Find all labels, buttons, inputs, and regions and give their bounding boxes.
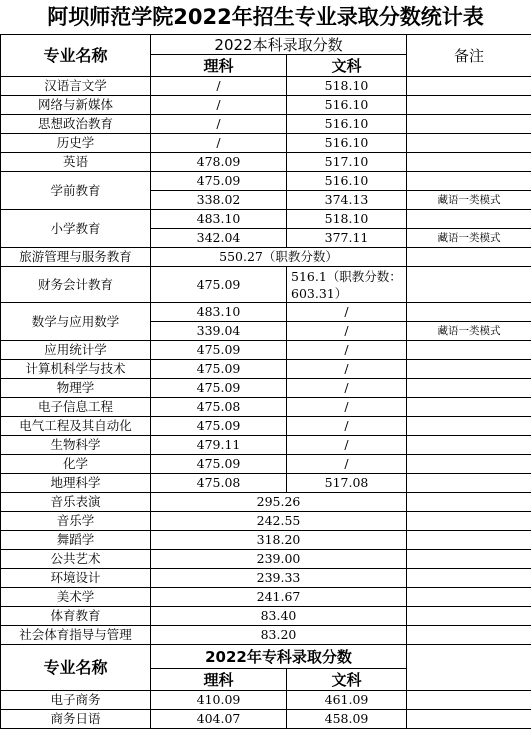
note-cell: 藏语一类模式 <box>407 322 531 341</box>
science-score: 475.09 <box>151 341 287 360</box>
liberal-score: 516.10 <box>287 172 407 191</box>
major-name: 公共艺术 <box>1 550 151 569</box>
major-name: 电子商务 <box>1 691 151 710</box>
liberal-score: 461.09 <box>287 691 407 710</box>
table-row <box>1 588 531 607</box>
note-cell <box>407 134 531 153</box>
merged-score: 318.20 <box>151 531 407 550</box>
science-score: / <box>151 115 287 134</box>
science-score: 339.04 <box>151 322 287 341</box>
major-name: 历史学 <box>1 134 151 153</box>
table-row <box>1 607 531 626</box>
note-cell <box>407 210 531 229</box>
table-row <box>1 417 531 436</box>
table-row <box>1 512 531 531</box>
liberal-score: / <box>287 322 407 341</box>
liberal-score: / <box>287 379 407 398</box>
major-name: 汉语言文学 <box>1 77 151 96</box>
note-cell <box>407 455 531 474</box>
table-row <box>1 77 531 96</box>
table-row <box>1 691 531 710</box>
science-score: 479.11 <box>151 436 287 455</box>
major-name: 地理科学 <box>1 474 151 493</box>
note-cell <box>407 569 531 588</box>
major-name: 应用统计学 <box>1 341 151 360</box>
liberal-score: 516.1（职教分数： 603.31） <box>287 267 407 303</box>
table-row <box>1 436 531 455</box>
major-name: 舞蹈学 <box>1 531 151 550</box>
liberal-score: / <box>287 360 407 379</box>
merged-score: 239.33 <box>151 569 407 588</box>
table-row <box>1 172 531 191</box>
science-score: 475.09 <box>151 172 287 191</box>
liberal-score: 516.10 <box>287 115 407 134</box>
header-note: 备注 <box>407 35 531 77</box>
science-score: 338.02 <box>151 191 287 210</box>
zhuanke-header-science: 理科 <box>151 669 287 691</box>
note-cell <box>407 398 531 417</box>
liberal-score: 516.10 <box>287 96 407 115</box>
note-cell <box>407 710 531 729</box>
table-row <box>1 210 531 229</box>
note-cell: 藏语一类模式 <box>407 229 531 248</box>
table-row <box>1 569 531 588</box>
major-name: 网络与新媒体 <box>1 96 151 115</box>
science-score: 342.04 <box>151 229 287 248</box>
table-row <box>1 710 531 729</box>
note-cell <box>407 626 531 645</box>
note-cell <box>407 115 531 134</box>
header-liberal: 文科 <box>287 55 407 77</box>
major-name: 体育教育 <box>1 607 151 626</box>
table-row <box>1 398 531 417</box>
admission-score-table <box>0 34 531 729</box>
major-name: 商务日语 <box>1 710 151 729</box>
table-row <box>1 550 531 569</box>
liberal-score: 518.10 <box>287 77 407 96</box>
major-name: 音乐学 <box>1 512 151 531</box>
liberal-score: 517.10 <box>287 153 407 172</box>
table-row <box>1 153 531 172</box>
major-name: 音乐表演 <box>1 493 151 512</box>
major-name: 化学 <box>1 455 151 474</box>
merged-score: 241.67 <box>151 588 407 607</box>
major-name: 财务会计教育 <box>1 267 151 303</box>
table-row <box>1 115 531 134</box>
note-cell <box>407 531 531 550</box>
major-name: 美术学 <box>1 588 151 607</box>
liberal-score: / <box>287 398 407 417</box>
note-cell <box>407 550 531 569</box>
liberal-score: / <box>287 341 407 360</box>
science-score: 475.08 <box>151 398 287 417</box>
science-score: 404.07 <box>151 710 287 729</box>
note-cell <box>407 77 531 96</box>
header-major: 专业名称 <box>1 35 151 77</box>
merged-score: 242.55 <box>151 512 407 531</box>
science-score: 410.09 <box>151 691 287 710</box>
liberal-score: 518.10 <box>287 210 407 229</box>
science-score: 475.09 <box>151 455 287 474</box>
science-score: 475.09 <box>151 417 287 436</box>
science-score: / <box>151 134 287 153</box>
table-row <box>1 531 531 550</box>
note-cell: 藏语一类模式 <box>407 191 531 210</box>
table-row <box>1 134 531 153</box>
liberal-score: 374.13 <box>287 191 407 210</box>
liberal-score: / <box>287 303 407 322</box>
merged-score: 295.26 <box>151 493 407 512</box>
science-score: 483.10 <box>151 210 287 229</box>
science-score: 483.10 <box>151 303 287 322</box>
major-name: 小学教育 <box>1 210 151 248</box>
liberal-score: 377.11 <box>287 229 407 248</box>
major-name: 学前教育 <box>1 172 151 210</box>
science-score: / <box>151 96 287 115</box>
note-cell <box>407 607 531 626</box>
note-cell <box>407 379 531 398</box>
liberal-score: / <box>287 417 407 436</box>
table-row <box>1 341 531 360</box>
major-name: 英语 <box>1 153 151 172</box>
table-row <box>1 360 531 379</box>
header-science: 理科 <box>151 55 287 77</box>
table-row <box>1 267 531 303</box>
merged-score: 83.20 <box>151 626 407 645</box>
major-name: 计算机科学与技术 <box>1 360 151 379</box>
major-name: 环境设计 <box>1 569 151 588</box>
liberal-score: 458.09 <box>287 710 407 729</box>
note-cell <box>407 417 531 436</box>
zhuanke-header-liberal: 文科 <box>287 669 407 691</box>
zhuanke-header-note <box>407 645 531 691</box>
note-cell <box>407 267 531 303</box>
merged-score: 239.00 <box>151 550 407 569</box>
major-name: 物理学 <box>1 379 151 398</box>
table-row <box>1 474 531 493</box>
table-row <box>1 303 531 322</box>
major-name: 数学与应用数学 <box>1 303 151 341</box>
science-score: 475.09 <box>151 379 287 398</box>
note-cell <box>407 172 531 191</box>
major-name: 电子信息工程 <box>1 398 151 417</box>
major-name: 旅游管理与服务教育 <box>1 248 151 267</box>
table-row <box>1 455 531 474</box>
note-cell <box>407 360 531 379</box>
science-score: 478.09 <box>151 153 287 172</box>
liberal-score: / <box>287 455 407 474</box>
major-name: 生物科学 <box>1 436 151 455</box>
zhuanke-header-score-group: 2022年专科录取分数 <box>151 645 407 669</box>
page-title: 阿坝师范学院2022年招生专业录取分数统计表 <box>47 5 484 29</box>
note-cell <box>407 248 531 267</box>
liberal-score: / <box>287 436 407 455</box>
note-cell <box>407 493 531 512</box>
note-cell <box>407 341 531 360</box>
note-cell <box>407 512 531 531</box>
note-cell <box>407 474 531 493</box>
header-score-group: 2022本科录取分数 <box>151 35 407 55</box>
table-row <box>1 493 531 512</box>
major-name: 社会体育指导与管理 <box>1 626 151 645</box>
note-cell <box>407 436 531 455</box>
science-score: / <box>151 77 287 96</box>
table-row <box>1 626 531 645</box>
major-name: 思想政治教育 <box>1 115 151 134</box>
science-score: 475.09 <box>151 267 287 303</box>
major-name: 电气工程及其自动化 <box>1 417 151 436</box>
liberal-score: 516.10 <box>287 134 407 153</box>
note-cell <box>407 153 531 172</box>
note-cell <box>407 588 531 607</box>
note-cell <box>407 303 531 322</box>
science-score: 475.09 <box>151 360 287 379</box>
note-cell <box>407 691 531 710</box>
table-row <box>1 379 531 398</box>
science-score: 475.08 <box>151 474 287 493</box>
zhuanke-header-major: 专业名称 <box>1 645 151 691</box>
merged-score: 83.40 <box>151 607 407 626</box>
note-cell <box>407 96 531 115</box>
table-row <box>1 96 531 115</box>
liberal-score: 517.08 <box>287 474 407 493</box>
table-row <box>1 248 531 267</box>
merged-score: 550.27（职教分数） <box>151 248 407 267</box>
